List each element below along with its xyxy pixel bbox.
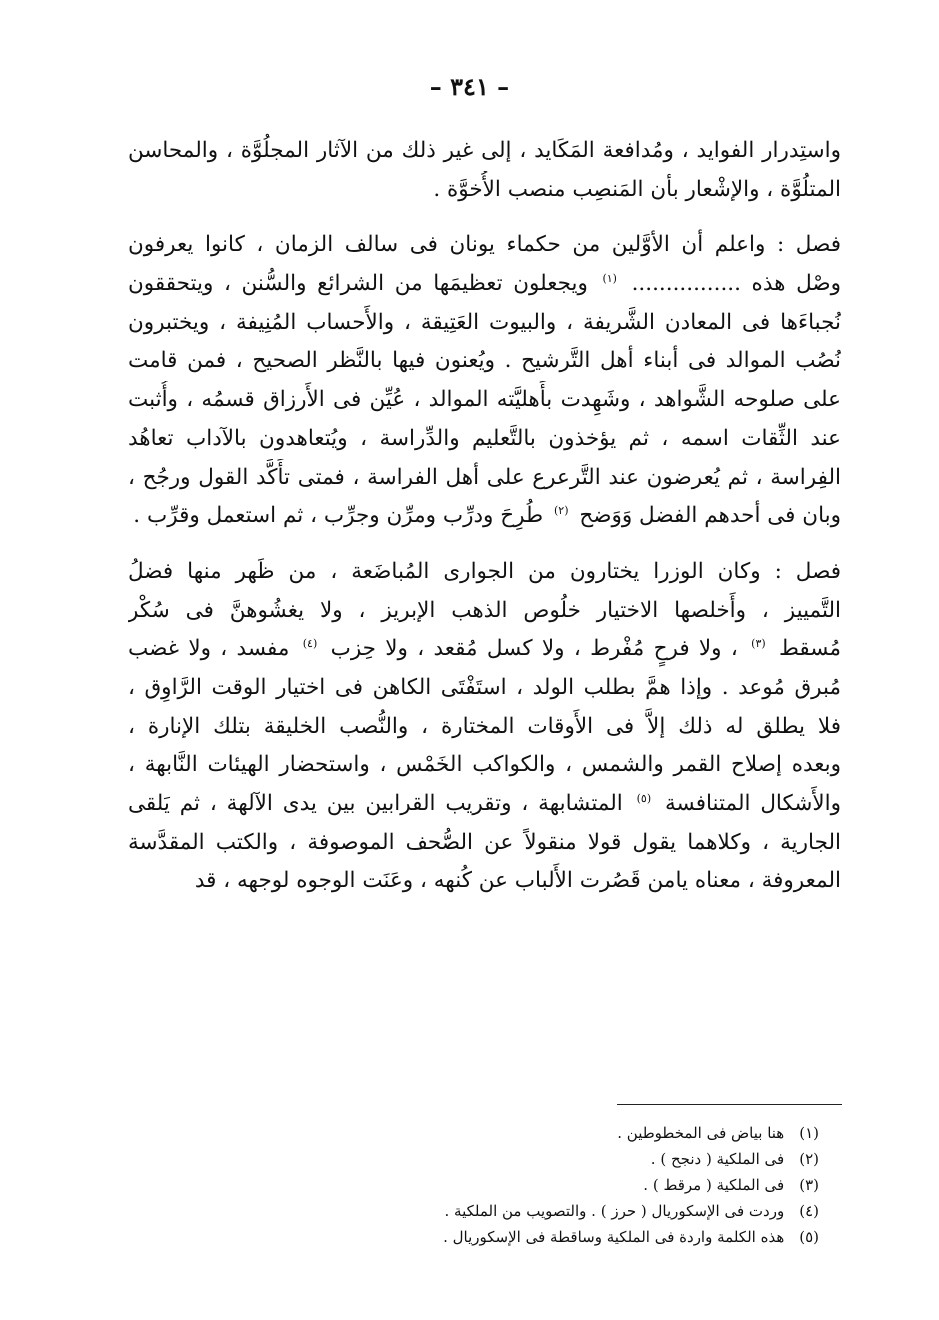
text-segment: المتشابهة ، وتقريب القرابين بين يدى الآلهة ، ثم يَلقى bbox=[128, 791, 623, 816]
text-line: المعروفة ، معناه يامن قَصُرت الأَلباب عن كُنهه ، وعَنَت الوجوه لوجهه ، قد bbox=[194, 868, 841, 894]
footnote bbox=[359, 1224, 819, 1250]
text-line bbox=[128, 265, 841, 304]
text-line: واستِدرار الفوايد ، ومُدافعة المَكَايد ، إلى غير ذلك من الآثار المجلُوَّة ، والمحاسن bbox=[128, 138, 841, 163]
text-segment: وصْل هذه ................ bbox=[631, 271, 841, 297]
paragraph bbox=[128, 226, 841, 536]
footnote-text: فى الملكية ( مرقط ) . bbox=[643, 1176, 789, 1194]
footnote bbox=[359, 1198, 819, 1224]
text-line bbox=[128, 785, 841, 824]
footnote-reference: (٤) bbox=[302, 637, 318, 651]
text-line: مُبرق مُوعد . وإذا همَّ بطلب الولد ، استَفْتَى الكاهن فى اختيار الوقت الرَّاوِق ، bbox=[128, 674, 841, 700]
text-line: فصل : وكان الوزرا يختارون من الجوارى المُباضَعة ، من ظَهر منها فضلُ bbox=[128, 558, 841, 584]
text-line: على صلوحه الشَّواهد ، وشَهِدت بأَهليَّته الموالد ، عُيِّن فى الأَرزاق قسمُه ، وأُثبت bbox=[128, 387, 841, 413]
main-text bbox=[128, 132, 841, 901]
text-line: نُجباءَها فى المعادن الشَّريفة ، والبيوت العَتِيقة ، والأَحساب المُنِيفة ، ويختبرون bbox=[128, 309, 841, 335]
footnote bbox=[359, 1172, 819, 1198]
text-line: عند الثِّقات اسمه ، ثم يؤخذون بالتَّعليم والدِّراسة ، ويُتعاهدون بالآداب تعاهُد bbox=[128, 425, 841, 451]
footnote-reference: (٣) bbox=[751, 637, 766, 651]
paragraph-gap bbox=[128, 209, 841, 226]
footnotes bbox=[359, 1120, 819, 1250]
footnote-reference: (١) bbox=[602, 271, 617, 285]
footnote-divider bbox=[617, 1104, 842, 1105]
footnote-text: هنا بياض فى المخطوطين . bbox=[617, 1124, 789, 1142]
text-line: الجارية ، وكلاهما يقول قولا منقولاً عن الصُّحف الموصوفة ، والكتب المقدَّسة bbox=[128, 829, 841, 855]
text-segment: طُرِحَ ودرِّب ومرِّن وجرِّب ، ثم استعمل وقرِّب . bbox=[133, 503, 544, 529]
text-line: وبعده إصلاح القمر والشمس ، والكواكب الخَمْس ، واستحضار الهيئات النَّابهة ، bbox=[128, 752, 841, 778]
text-line: نُصُب الموالد فى أبناء أهل التَّرشيح . ويُعنون فيها بالنَّظر الصحيح ، فمن قامت bbox=[128, 348, 841, 374]
text-segment: ويجعلون تعظيمَها من الشرائع والسُّنن ، ويتحققون bbox=[128, 271, 588, 297]
text-line: التَّمييز ، وأَخلصها الاختيار خلُوص الذهب الإبريز ، ولا يغشُوهنَّ فى سُكْر bbox=[128, 597, 841, 623]
footnote-number: (٣) bbox=[799, 1176, 819, 1194]
paragraph bbox=[128, 132, 841, 209]
text-segment: والأَشكال المتنافسة bbox=[665, 791, 841, 816]
text-segment: ، ولا فرحٍ مُفْرط ، ولا كسل مُقعد ، ولا حِزب bbox=[330, 636, 738, 662]
paragraph-gap bbox=[128, 536, 841, 553]
footnote-text: هذه الكلمة واردة فى الملكية وساقطة فى الإسكوريال . bbox=[443, 1228, 789, 1246]
footnote bbox=[359, 1146, 819, 1172]
paragraph bbox=[128, 553, 841, 901]
footnote-text: وردت فى الإسكوريال ( حرز ) . والتصويب من الملكية . bbox=[444, 1202, 789, 1220]
text-line: فصل : واعلم أن الأوَّلين من حكماء يونان فى سالف الزمان ، كانوا يعرفون bbox=[128, 232, 841, 258]
footnote bbox=[359, 1120, 819, 1146]
footnote-number: (٥) bbox=[799, 1228, 819, 1246]
text-segment: وبان فى أحدهم الفضل وَوَضح bbox=[579, 503, 841, 529]
text-segment: مفسد ، ولا غضب bbox=[128, 636, 290, 662]
footnote-number: (١) bbox=[799, 1124, 819, 1142]
text-line: المتلُوَّة ، والإشْعار بأن المَنصِب منصب الأُخوَّة . bbox=[433, 176, 841, 202]
footnote-number: (٢) bbox=[799, 1150, 819, 1168]
footnote-reference: (٥) bbox=[636, 791, 652, 805]
text-line bbox=[128, 497, 841, 536]
footnote-text: فى الملكية ( دنجح ) . bbox=[650, 1150, 789, 1168]
text-line: فلا يطلق له ذلك إلاَّ فى الأَوقات المختارة ، والنُّصب الخليقة بتلك الإنارة ، bbox=[128, 713, 841, 739]
footnote-number: (٤) bbox=[799, 1202, 819, 1220]
footnote-reference: (٢) bbox=[553, 504, 569, 518]
text-line: الفِراسة ، ثم يُعرضون عند التَّرعرع على أهل الفراسة ، فمتى تأَكَّد القول ورجُح ، bbox=[128, 464, 841, 490]
text-line bbox=[128, 630, 841, 669]
text-segment: مُسقط bbox=[779, 636, 841, 662]
page-number: – ٣٤١ – bbox=[429, 72, 510, 101]
